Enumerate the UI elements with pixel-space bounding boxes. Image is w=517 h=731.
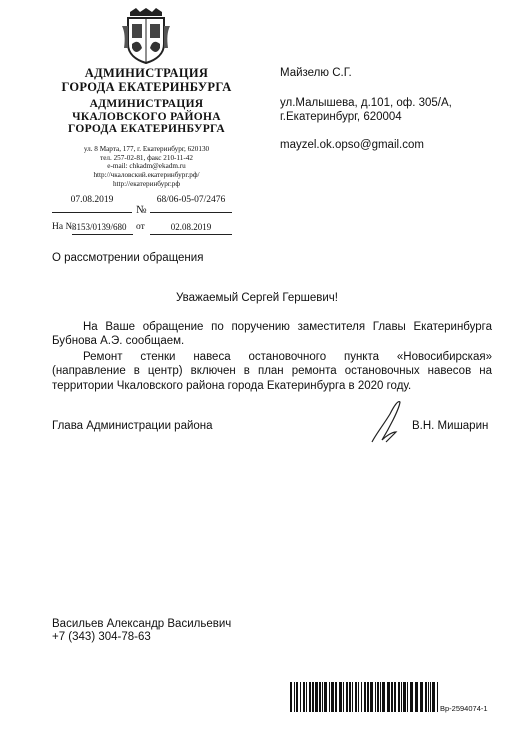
- admin-city-heading: [50, 66, 243, 94]
- reference-number-underline: [72, 234, 133, 235]
- barcode-bar: [437, 682, 438, 712]
- admin-district-line1: АДМИНИСТРАЦИЯ: [89, 98, 204, 110]
- contact-address: ул. 8 Марта, 177, г. Екатеринбург, 620130: [83, 145, 210, 153]
- admin-city-line1: АДМИНИСТРАЦИЯ: [84, 66, 209, 80]
- admin-district-line2: ЧКАЛОВСКОГО РАЙОНА: [72, 110, 221, 123]
- reference-date-underline: [150, 234, 232, 235]
- barcode-bar: [309, 682, 311, 712]
- barcode-bar: [430, 682, 431, 712]
- barcode-bar: [401, 682, 402, 712]
- signatory-title: Глава Администрации района: [52, 420, 213, 432]
- barcode-bar: [358, 682, 359, 712]
- barcode-bar: [428, 682, 429, 712]
- barcode-bar: [306, 682, 307, 712]
- document-code: Вр-2594074-1: [440, 704, 488, 713]
- barcode-bar: [312, 682, 314, 712]
- admin-district-line3: ГОРОДА ЕКАТЕРИНБУРГА: [68, 123, 225, 135]
- barcode-bar: [394, 682, 396, 712]
- recipient-name: Майзелю С.Г.: [280, 67, 352, 79]
- barcode-bar: [290, 682, 292, 712]
- letter-paragraph-1: На Ваше обращение по поручению заместителя Главы Екатеринбурга Бубнова А.Э. сообщаем.: [52, 321, 492, 348]
- barcode-bar: [324, 682, 327, 712]
- barcode-bar: [329, 682, 330, 712]
- barcode-bar: [361, 682, 362, 712]
- reference-prefix: На №: [52, 222, 75, 232]
- barcode-bar: [382, 682, 385, 712]
- barcode-bar: [352, 682, 353, 712]
- admin-district-heading: [50, 98, 243, 136]
- barcode-bar: [415, 682, 418, 712]
- barcode-bar: [425, 682, 427, 712]
- barcode-bar: [398, 682, 400, 712]
- barcode-bar: [303, 682, 305, 712]
- letter-subject: О рассмотрении обращения: [52, 252, 204, 264]
- barcode-bar: [367, 682, 369, 712]
- contact-block: [50, 145, 243, 189]
- number-sign: №: [136, 204, 147, 216]
- reference-date: 02.08.2019: [170, 222, 212, 232]
- barcode-bar: [339, 682, 342, 712]
- letter-paragraph-2: Ремонт стенки навеса остановочного пункта «Новосибирская» (направление в центр) включен в план ремонта остановочных навесов на территории Чкаловского района города Екатеринбурга в 2020 году.: [52, 351, 492, 392]
- barcode-bar: [375, 682, 376, 712]
- barcode-bar: [403, 682, 406, 712]
- barcode-bar: [294, 682, 295, 712]
- recipient-email: mayzel.ok.opso@gmail.com: [280, 139, 424, 151]
- contact-phone: тел. 257-02-81, факс 210-11-42: [100, 153, 193, 162]
- barcode-bar: [387, 682, 390, 712]
- contact-website-district: http://чкаловский.екатеринбург.рф/: [93, 171, 200, 180]
- barcode-bar: [380, 682, 381, 712]
- barcode-bar: [319, 682, 321, 712]
- barcode-bar: [322, 682, 323, 712]
- recipient-address-line1: ул.Малышева, д.101, оф. 305/А,: [280, 97, 452, 109]
- barcode-bar: [335, 682, 337, 712]
- barcode-bar: [296, 682, 298, 712]
- registration-number-underline: [150, 212, 232, 213]
- executor-phone: +7 (343) 304-78-63: [52, 631, 151, 643]
- contact-website-city: http://екатеринбург.рф: [112, 179, 181, 188]
- barcode-bar: [420, 682, 423, 712]
- barcode-bar: [300, 682, 301, 712]
- barcode-bar: [391, 682, 393, 712]
- barcode-bar: [377, 682, 379, 712]
- handwritten-signature: [366, 396, 416, 446]
- barcode-bar: [410, 682, 413, 712]
- barcode-bar: [364, 682, 366, 712]
- signatory-name: В.Н. Мишарин: [412, 420, 489, 432]
- registration-number: 68/06-05-07/2476: [156, 195, 226, 205]
- barcode-bar: [315, 682, 318, 712]
- barcode-bar: [355, 682, 357, 712]
- barcode-bar: [331, 682, 334, 712]
- registration-date: 07.08.2019: [70, 195, 114, 205]
- executor-name: Васильев Александр Васильевич: [52, 618, 232, 630]
- barcode-bar: [343, 682, 344, 712]
- reference-from-label: от: [136, 222, 145, 232]
- barcode-bar: [349, 682, 351, 712]
- reference-number: 3153/0139/680: [72, 222, 127, 232]
- barcode-bar: [432, 682, 435, 712]
- contact-email: e-mail: chkadm@ekadm.ru: [107, 162, 186, 171]
- coat-of-arms-emblem: [122, 8, 170, 64]
- barcode-bar: [407, 682, 408, 712]
- document-barcode: [290, 682, 440, 712]
- barcode-bar: [370, 682, 373, 712]
- letter-greeting: Уважаемый Сергей Гершевич!: [176, 292, 338, 304]
- recipient-address-line2: г.Екатеринбург, 620004: [280, 111, 402, 123]
- registration-date-underline: [52, 212, 132, 213]
- admin-city-line2: ГОРОДА ЕКАТЕРИНБУРГА: [61, 80, 232, 94]
- barcode-bar: [346, 682, 348, 712]
